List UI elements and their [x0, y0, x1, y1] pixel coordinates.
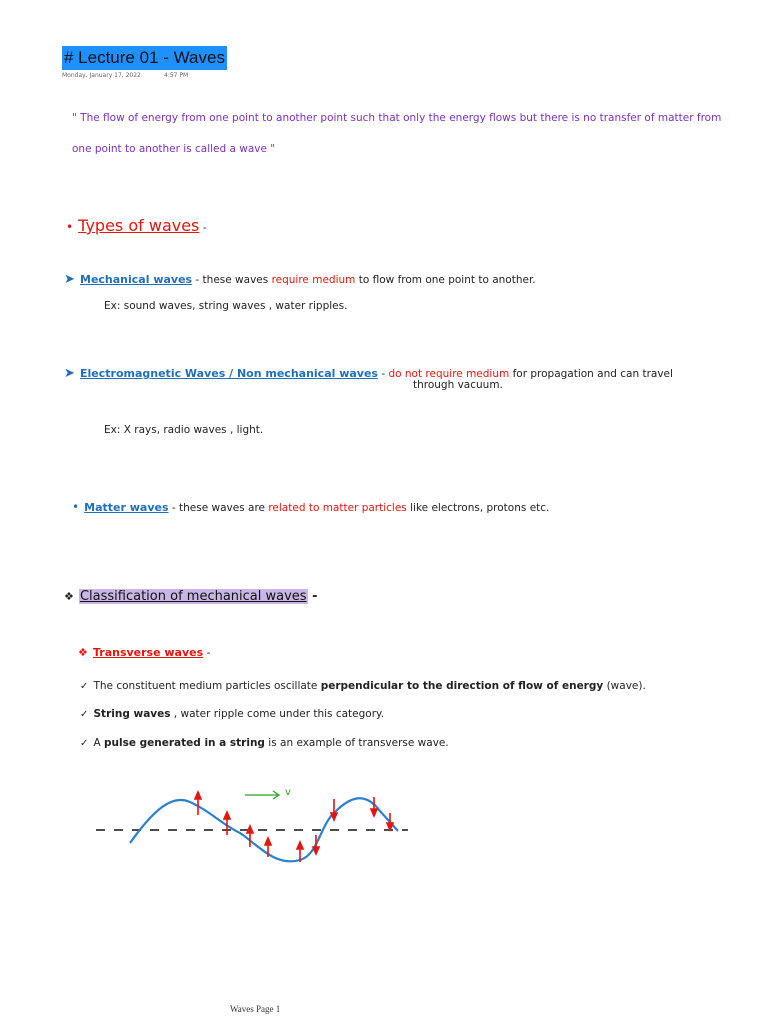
transverse-point-2 [80, 702, 384, 721]
matter-text-b: like electrons, protons etc. [406, 502, 550, 514]
page-time: 4:57 PM [164, 72, 189, 79]
velocity-label: v [285, 787, 291, 798]
transverse-wave-diagram [90, 775, 420, 875]
diamond-bullet-icon: ❖ [64, 590, 74, 603]
point2-bold: String waves [93, 708, 171, 720]
transverse-row [78, 641, 211, 660]
point1-text-a: The constituent medium particles oscillate [93, 680, 321, 692]
velocity-arrow [245, 791, 279, 799]
mechanical-example: Ex: sound waves, string waves , water ripples. [104, 300, 348, 312]
check-icon: ✓ [80, 681, 89, 692]
transverse-point-1 [80, 674, 646, 693]
electromagnetic-dash: - [377, 368, 389, 380]
definition-line-2: one point to another is called a wave " [72, 143, 276, 155]
types-heading-dash: - [199, 221, 207, 234]
point3-bold: pulse generated in a string [104, 737, 265, 749]
transverse-dash: - [203, 646, 211, 659]
bullet-dot-icon: • [72, 500, 80, 514]
point3-text-a: A [93, 737, 105, 749]
mechanical-text-a: - these waves [192, 274, 272, 286]
mechanical-row [64, 268, 536, 287]
classification-heading: Classification of mechanical waves [79, 589, 307, 604]
particle-arrows [195, 792, 393, 862]
down-arrow-icon [387, 813, 393, 830]
page-date: Monday, January 17, 2022 [62, 72, 141, 79]
arrow-bullet-icon: ➤ [64, 366, 75, 381]
point3-text-b: is an example of transverse wave. [264, 737, 449, 749]
check-icon: ✓ [80, 709, 89, 720]
types-heading-row [66, 216, 207, 235]
transverse-label: Transverse waves [92, 646, 204, 659]
classification-row [64, 585, 318, 604]
electromagnetic-example: Ex: X rays, radio waves , light. [104, 424, 264, 436]
page-footer: Waves Page 1 [230, 1004, 281, 1014]
types-heading: Types of waves [78, 216, 200, 235]
electromagnetic-highlight: do not require medium [388, 368, 510, 380]
page-title: # Lecture 01 - Waves [62, 46, 227, 70]
matter-highlight: related to matter particles [268, 502, 407, 514]
mechanical-label: Mechanical waves [80, 273, 193, 286]
point1-text-b: (wave). [603, 680, 646, 692]
matter-text-a: - these waves are [168, 502, 269, 514]
mechanical-highlight: require medium [271, 274, 356, 286]
transverse-point-3 [80, 731, 449, 750]
electromagnetic-text-c: through vacuum. [413, 379, 503, 391]
up-arrow-icon [247, 826, 253, 847]
point2-text-b: , water ripple come under this category. [170, 708, 385, 720]
arrow-bullet-icon: ➤ [64, 272, 75, 287]
check-icon: ✓ [80, 738, 89, 749]
up-arrow-icon [195, 792, 201, 815]
bullet-dot-icon: • [66, 220, 74, 234]
point1-bold: perpendicular to the direction of flow of energy [320, 680, 604, 692]
matter-label: Matter waves [84, 501, 169, 514]
matter-row [72, 496, 549, 515]
mechanical-text-b: to flow from one point to another. [355, 274, 536, 286]
electromagnetic-row [64, 362, 673, 381]
classification-dash: - [307, 589, 318, 604]
electromagnetic-label: Electromagnetic Waves / Non mechanical waves [80, 367, 378, 380]
electromagnetic-text-b: for propagation and can travel [509, 368, 673, 380]
diamond-bullet-icon: ❖ [78, 646, 88, 659]
definition-line-1: " The flow of energy from one point to another point such that only the energy flows but there is no transfer of matter from [72, 112, 722, 124]
